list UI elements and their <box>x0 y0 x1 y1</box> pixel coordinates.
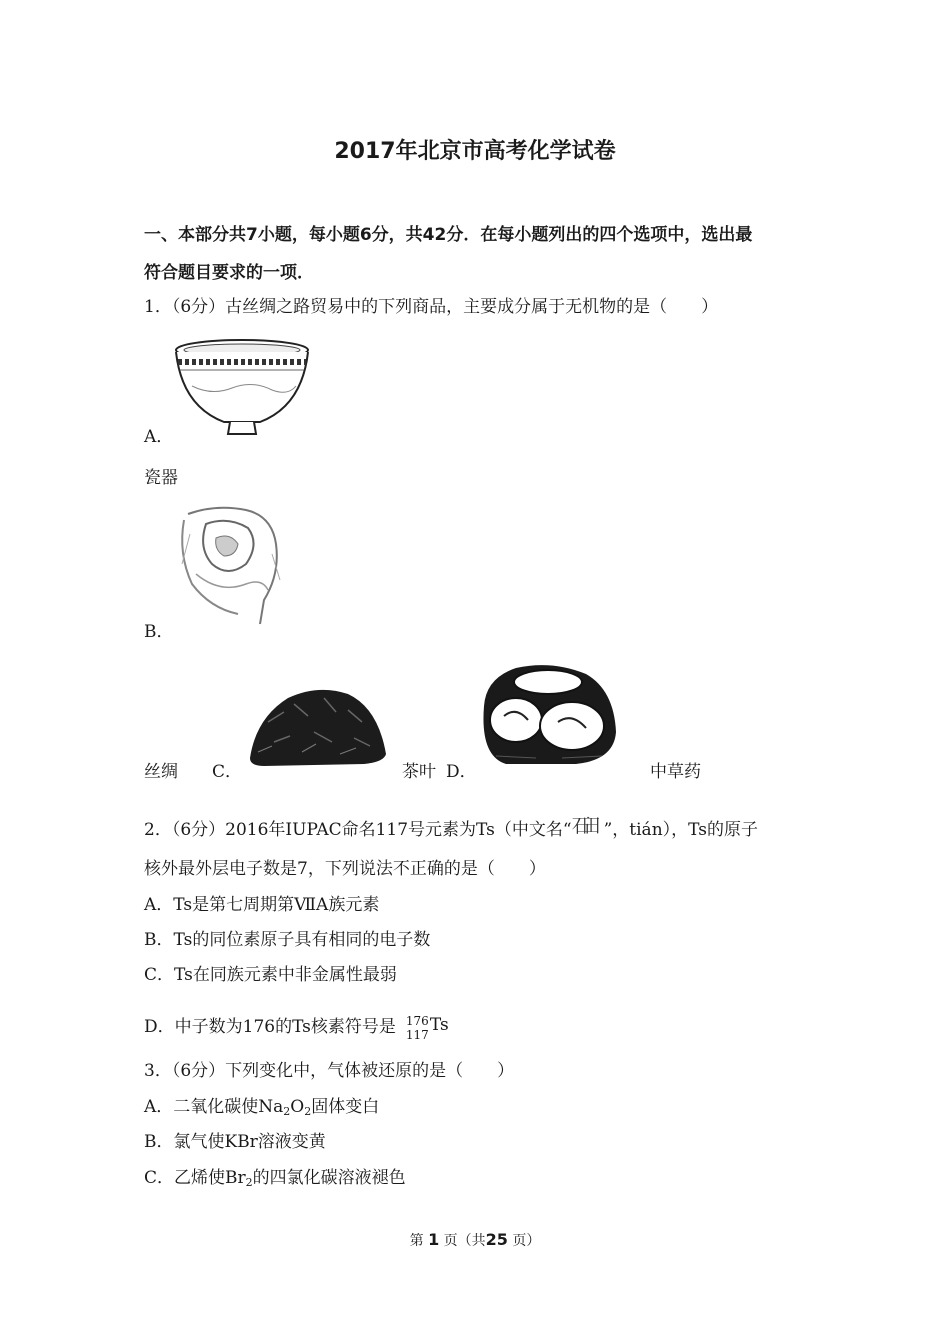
footer-mid: 页（共 <box>443 1233 486 1249</box>
atomic-number: 117 <box>405 1028 429 1042</box>
nuclide-symbol <box>405 1012 449 1042</box>
section-heading-line1: 一、本部分共7小题，每小题6分，共42分．在每小题列出的四个选项中，选出最 <box>144 225 753 245</box>
q2-option-b: B．Ts的同位素原子具有相同的电子数 <box>144 930 431 950</box>
q1-option-b-label: B． <box>144 622 174 642</box>
q1-option-b-text: 丝绸 <box>144 762 178 782</box>
page-footer <box>0 1230 950 1250</box>
mass-number: 176 <box>405 1014 429 1028</box>
q3-option-a-pre: A．二氧化碳使Na <box>144 1097 284 1117</box>
q2-option-c: C．Ts在同族元素中非金属性最弱 <box>144 965 397 985</box>
q3-option-b: B．氯气使KBr溶液变黄 <box>144 1132 326 1152</box>
q2-option-a: A．Ts是第七周期第ⅦA族元素 <box>144 895 380 915</box>
q2-option-d <box>144 1012 449 1042</box>
q1-option-d-label: D． <box>446 762 477 782</box>
q3-stem: 3．（6分）下列变化中，气体被还原的是（ ） <box>144 1061 515 1081</box>
q3-option-a <box>144 1096 379 1123</box>
q1-option-d-text: 中草药 <box>650 762 701 782</box>
page-title: 2017年北京市高考化学试卷 <box>334 139 616 164</box>
q3-option-c-sub: 2 <box>245 1176 253 1189</box>
tian-character-image: 石田 <box>571 815 592 837</box>
footer-page-number: 1 <box>428 1230 440 1249</box>
q3-option-a-post: 固体变白 <box>311 1097 380 1117</box>
q3-option-a-sub1: 2 <box>283 1105 291 1118</box>
q3-option-c-post: 的四氯化碳溶液褪色 <box>252 1168 406 1188</box>
q3-option-a-sub2: 2 <box>304 1105 312 1118</box>
q2-option-d-text: D．中子数为176的Ts核素符号是 <box>144 1017 396 1037</box>
herbal-medicine-image <box>476 660 620 770</box>
tea-leaves-image <box>244 682 392 772</box>
q3-option-a-mid: O <box>290 1097 305 1117</box>
q2-stem-part1: 2．（6分）2016年IUPAC命名117号元素为Ts（中文名“ <box>144 820 572 840</box>
silk-scarf-image <box>176 504 286 628</box>
q2-stem-line2: 核外最外层电子数是7，下列说法不正确的是（ ） <box>144 859 546 879</box>
section-heading-line2: 符合题目要求的一项． <box>144 263 314 283</box>
element-symbol: Ts <box>429 1015 449 1035</box>
q2-stem-line1 <box>144 815 758 841</box>
q1-option-c-text: 茶叶 <box>402 762 436 782</box>
footer-pre: 第 <box>409 1233 424 1249</box>
q1-option-c-label: C． <box>212 762 243 782</box>
q1-stem: 1．（6分）古丝绸之路贸易中的下列商品，主要成分属于无机物的是（ ） <box>144 297 719 317</box>
q3-option-c-pre: C．乙烯使Br <box>144 1168 246 1188</box>
q1-option-a-text: 瓷器 <box>144 468 178 488</box>
footer-post: 页） <box>512 1233 541 1249</box>
footer-total-pages: 25 <box>485 1230 508 1249</box>
q3-option-c <box>144 1167 406 1194</box>
q1-option-a-label: A． <box>144 427 174 447</box>
q2-stem-part2: ”，tián），Ts的原子 <box>603 820 758 840</box>
porcelain-bowl-image <box>172 336 312 440</box>
